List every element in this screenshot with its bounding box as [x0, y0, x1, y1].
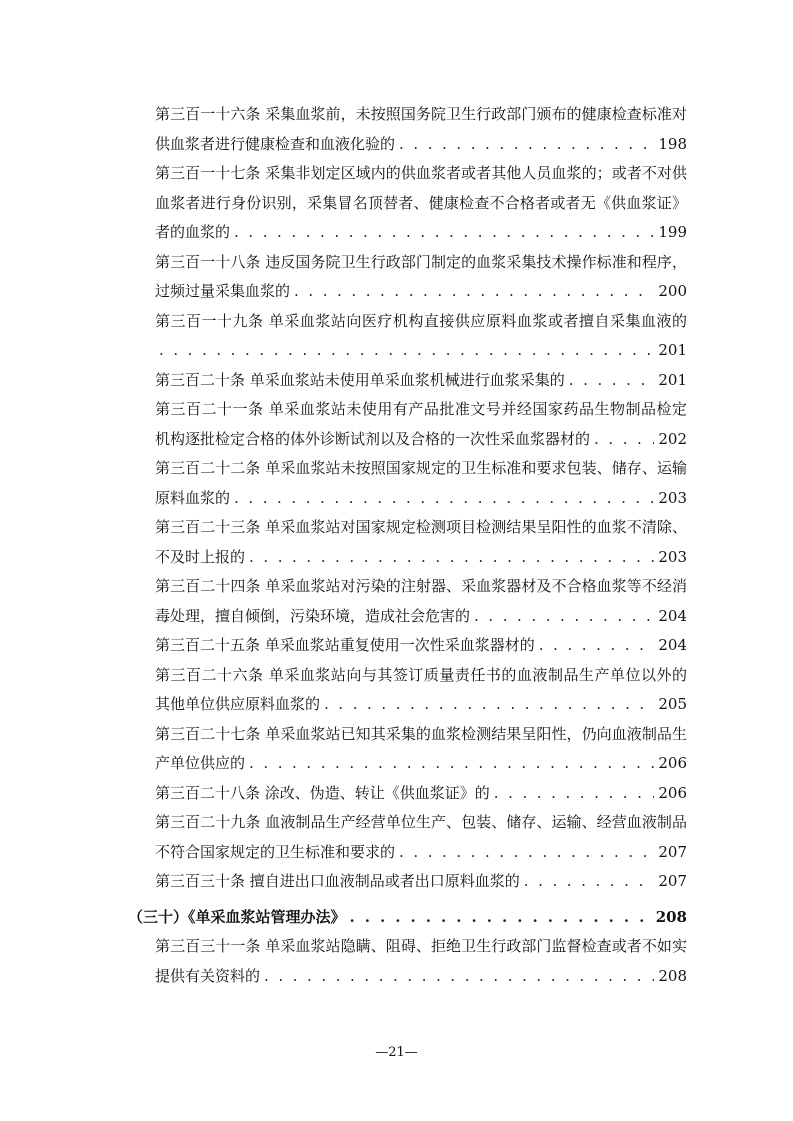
dot-leader [249, 543, 654, 573]
toc-entry-line [155, 395, 687, 425]
toc-entry-line[interactable] [155, 749, 687, 779]
entry-text: 不符合国家规定的卫生标准和要求的 [155, 842, 396, 861]
toc-entry-line [155, 159, 687, 189]
toc-entry-line[interactable] [155, 543, 687, 573]
entry-page-number: 207 [658, 842, 687, 861]
toc-entry-line [155, 100, 687, 130]
toc-entry-line [155, 454, 687, 484]
toc-entry-line[interactable] [155, 484, 687, 514]
dot-leader [494, 779, 655, 809]
toc-entry-line[interactable] [155, 838, 687, 868]
toc-entry-line[interactable] [155, 631, 687, 661]
entry-text: 第三百二十三条 单采血浆站对国家规定检测项目检测结果呈阳性的血浆不清除、 [155, 518, 687, 536]
dot-leader [399, 838, 654, 868]
entry-text: 其他单位供应原料血浆的 [155, 695, 321, 713]
dot-leader [569, 366, 655, 396]
entry-text: 第三百三十条 擅自进出口血液制品或者出口原料血浆的 [155, 872, 520, 890]
entry-page-number: 201 [658, 370, 687, 389]
dot-leader [294, 277, 654, 307]
entry-text: 第三百二十一条 单采血浆站未使用有产品批准文号并经国家药品生物制品检定 [155, 400, 687, 418]
toc-entry-line[interactable] [155, 425, 687, 455]
entry-text: 供血浆者进行健康检查和血液化验的 [155, 134, 396, 153]
toc-entry-line[interactable] [155, 336, 687, 366]
entry-text: 毒处理，擅自倾倒，污染环境，造成社会危害的 [155, 606, 471, 625]
toc-entry-line[interactable] [155, 867, 687, 897]
toc-entry-line [155, 661, 687, 691]
toc-entry-line[interactable] [155, 962, 687, 992]
entry-text: 过频过量采集血浆的 [155, 282, 291, 300]
entry-page-number: 200 [658, 282, 687, 300]
entry-page-number: 199 [658, 223, 687, 241]
entry-page-number: 204 [658, 636, 687, 654]
toc-entry-line [155, 720, 687, 750]
toc-entry-line[interactable] [155, 130, 687, 160]
entry-text: 血浆者进行身份识别，采集冒名顶替者、健康检查不合格者或者无《供血浆证》 [155, 193, 687, 212]
dot-leader [524, 867, 655, 897]
entry-page-number: 198 [658, 134, 687, 153]
entry-page-number: 203 [658, 488, 687, 507]
entry-page-number: 204 [658, 606, 687, 625]
entry-text: 机构逐批检定合格的体外诊断试剂以及合格的一次性采血浆器材的 [155, 429, 591, 448]
toc-entries-after-section [155, 932, 687, 991]
entry-text: 第三百二十二条 单采血浆站未按照国家规定的卫生标准和要求包装、储存、运输 [155, 459, 687, 477]
page-number: —21— [375, 1045, 418, 1060]
entry-text: 第三百二十七条 单采血浆站已知其采集的血浆检测结果呈阳性，仍向血液制品生 [155, 724, 687, 743]
dot-leader [249, 749, 654, 779]
entry-text: 第三百二十九条 血液制品生产经营单位生产、包装、储存、运输、经营血液制品 [155, 813, 687, 831]
entry-text: 不及时上报的 [155, 547, 246, 566]
toc-entry-line [155, 248, 687, 278]
dot-leader [324, 690, 654, 720]
entry-text: 第三百二十八条 涂改、伪造、转让《供血浆证》的 [155, 783, 490, 802]
toc-entry-line[interactable] [155, 779, 687, 809]
entry-text: 产单位供应的 [155, 754, 246, 772]
dot-leader [474, 602, 654, 632]
entry-page-number: 208 [658, 966, 687, 985]
toc-entry-line [155, 808, 687, 838]
toc-entry-line[interactable] [155, 277, 687, 307]
section-page-number: 208 [655, 907, 687, 926]
entry-text: 第三百一十七条 采集非划定区域内的供血浆者或者其他人员血浆的；或者不对供 [155, 164, 687, 182]
dot-leader [350, 903, 652, 933]
entry-page-number: 201 [658, 341, 687, 359]
dot-leader [399, 130, 654, 160]
toc-entry-line[interactable] [155, 366, 687, 396]
toc-entry-line [155, 932, 687, 962]
toc-entry-line [155, 307, 687, 337]
entry-text: 原料血浆的 [155, 488, 231, 507]
dot-leader [539, 631, 655, 661]
toc-entry-line[interactable] [155, 218, 687, 248]
dot-leader [594, 425, 654, 455]
toc-entry-line[interactable] [155, 690, 687, 720]
entry-page-number: 207 [658, 872, 687, 890]
entry-text: 第三百一十八条 违反国务院卫生行政部门制定的血浆采集技术操作标准和程序， [155, 252, 687, 271]
toc-section-heading[interactable] [128, 903, 687, 933]
table-of-contents [128, 100, 687, 991]
toc-entry-line [155, 189, 687, 219]
entry-text: 第三百二十六条 单采血浆站向与其签订质量责任书的血液制品生产单位以外的 [155, 665, 687, 684]
entry-text: 提供有关资料的 [155, 966, 261, 985]
entry-text: 第三百一十六条 采集血浆前，未按照国务院卫生行政部门颁布的健康检查标准对 [155, 105, 687, 123]
entry-page-number: 202 [658, 429, 687, 448]
entry-page-number: 206 [658, 783, 687, 802]
toc-entry-line [155, 572, 687, 602]
dot-leader [159, 336, 654, 366]
entry-page-number: 205 [658, 695, 687, 713]
dot-leader [264, 962, 654, 992]
entry-text: 第三百二十五条 单采血浆站重复使用一次性采血浆器材的 [155, 636, 535, 654]
entry-text: 第三百二十条 单采血浆站未使用单采血浆机械进行血浆采集的 [155, 370, 565, 389]
section-title: （三十）《单采血浆站管理办法》 [128, 907, 346, 926]
entry-text: 者的血浆的 [155, 223, 231, 241]
toc-entry-line [155, 513, 687, 543]
toc-entries [155, 100, 687, 897]
dot-leader [234, 218, 654, 248]
entry-text: 第三百二十四条 单采血浆站对污染的注射器、采血浆器材及不合格血浆等不经消 [155, 577, 687, 595]
toc-entry-line[interactable] [155, 602, 687, 632]
entry-page-number: 203 [658, 547, 687, 566]
entry-text: 第三百三十一条 单采血浆站隐瞒、阻碍、拒绝卫生行政部门监督检查或者不如实 [155, 937, 687, 955]
entry-page-number: 206 [658, 754, 687, 772]
entry-text: 第三百一十九条 单采血浆站向医疗机构直接供应原料血浆或者擅自采集血液的 [155, 311, 687, 330]
dot-leader [234, 484, 654, 514]
